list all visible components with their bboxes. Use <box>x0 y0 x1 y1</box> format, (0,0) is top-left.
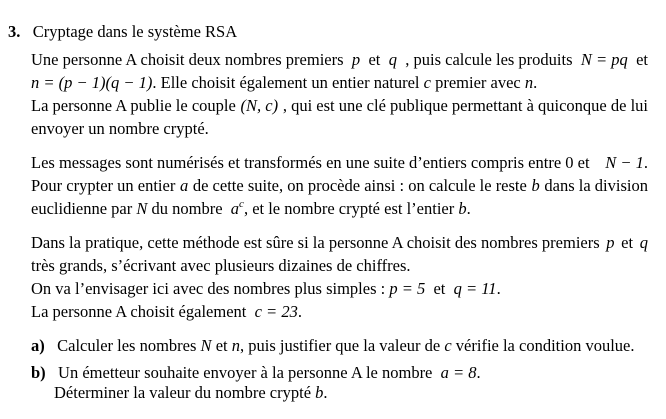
exercise-title: Cryptage dans le système RSA <box>32 22 238 41</box>
paragraph-1-line-1: Une personne A choisit deux nombres premiers p et q , puis calcule les produits N = pq et <box>31 50 648 69</box>
paragraph-4-line-4: La personne A choisit également c = 23. <box>31 302 302 321</box>
question-b-label: b) <box>31 363 46 382</box>
paragraph-4-line-1: Dans la pratique, cette méthode est sûre si la personne A choisit des nombres premiers p et q <box>31 233 648 252</box>
paragraph-2-line-2: envoyer un nombre crypté. <box>31 119 209 138</box>
paragraph-3-line-1: Les messages sont numérisés et transformés en une suite d’entiers compris entre 0 et N − 1. <box>31 153 648 172</box>
exercise-number: 3. <box>8 22 21 41</box>
question-b-line-2: Déterminer la valeur du nombre crypté b. <box>54 383 328 402</box>
question-b: b) Un émetteur souhaite envoyer à la personne A le nombre a = 8. <box>31 363 481 382</box>
paragraph-1-line-2: n = (p − 1)(q − 1). Elle choisit également un entier naturel c premier avec n. <box>31 73 538 92</box>
paragraph-3-line-3: euclidienne par N du nombre $a^c$, et le nombre crypté est l’entier b. <box>31 198 471 218</box>
question-a: a) Calculer les nombres N et n, puis justifier que la valeur de c vérifie la condition voulue. <box>31 336 635 355</box>
paragraph-2-line-1: La personne A publie le couple (N, c) , qui est une clé publique permettant à quiconque de lui <box>31 96 648 115</box>
paragraph-4-line-2: très grands, s’écrivant avec plusieurs dizaines de chiffres. <box>31 256 411 275</box>
exercise-heading <box>8 22 237 42</box>
question-a-label: a) <box>31 336 45 355</box>
paragraph-4-line-3: On va l’envisager ici avec des nombres plus simples : p = 5 et q = 11. <box>31 279 501 298</box>
paragraph-3-line-2: Pour crypter un entier a de cette suite, on procède ainsi : on calcule le reste b dans la division <box>31 176 648 195</box>
